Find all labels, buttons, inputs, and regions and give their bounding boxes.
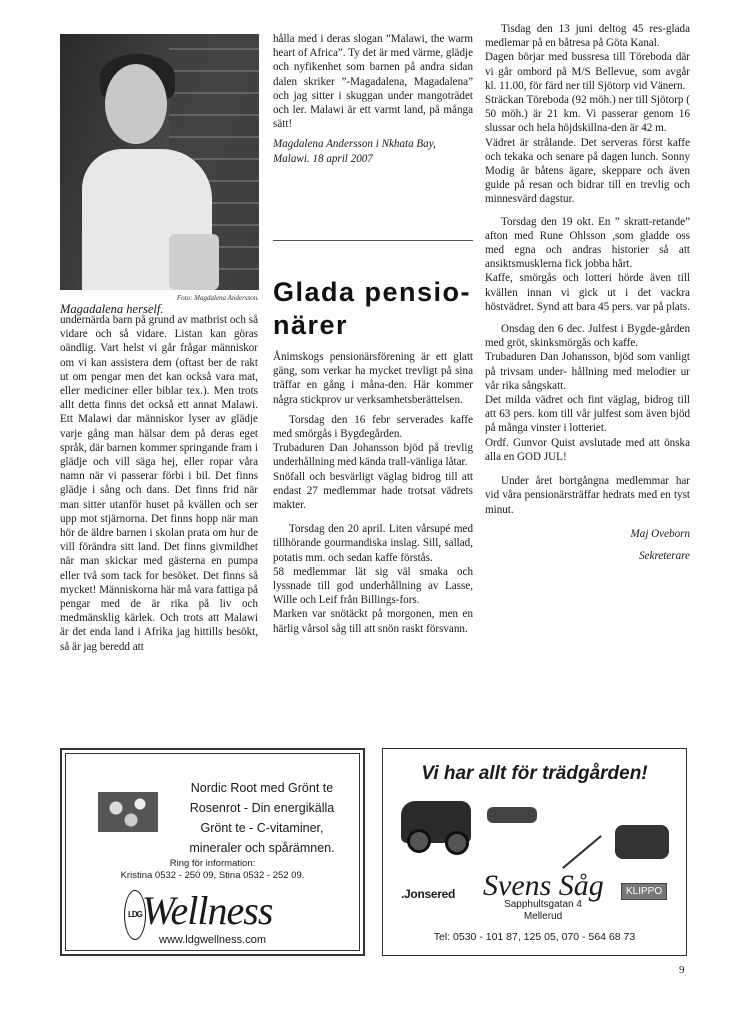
photo-credit: Foto: Magdalena Andersson. bbox=[176, 294, 259, 302]
article2-paragraph: Torsdag den 20 april. Liten vårsupé med tillhörande gourmandiska inslag. Sill, sallad, potatis mm. och sedan kaffe förstås. bbox=[273, 523, 473, 564]
shop-address bbox=[493, 899, 593, 923]
article1-column2 bbox=[273, 32, 473, 166]
ad-wellness-lines bbox=[172, 778, 352, 858]
figure-head bbox=[105, 64, 167, 144]
article2-intro: Ånimskogs pensionärsförening är ett glatt gäng, som verkar ha mycket trevligt på sina träffar en gång i måna-den. Här kommer några stickprov ur verksamhetsberättelsen. bbox=[273, 351, 473, 406]
portrait-photo bbox=[60, 34, 259, 290]
article2-paragraph: Det milda vädret och fint väglag, bidrog till att 63 pers. kom till vår julfest som även bjöd på många vinster i lotteriet. bbox=[485, 394, 690, 435]
article2-paragraph: 58 medlemmar lät sig väl smaka och lyssnade till god underhållning av Lasse, Wille och Leif från Billings-fors. bbox=[273, 565, 473, 607]
wellness-logo bbox=[124, 890, 272, 940]
article2-paragraph: Snöfall och besvärligt väglag bidrog till att endast 27 medlemmar hade trotsat vädrets makter. bbox=[273, 470, 473, 512]
figure-bag bbox=[169, 234, 219, 290]
wheel-icon bbox=[445, 831, 469, 855]
article2-paragraph: Kaffe, smörgås och lotteri hörde även till kvällen innan vi gick ut i det vackra höstvädret. Synd att bara 45 pers. var på plats. bbox=[485, 272, 690, 313]
flower-photo bbox=[98, 792, 158, 832]
trimmer-icon bbox=[562, 835, 602, 869]
wellness-url[interactable]: www.ldgwellness.com bbox=[159, 934, 266, 946]
article2-paragraph: Sträckan Töreboda (92 möh.) ner till Sjötorp ( 50 möh.) är 21 km. Vi passerar genom 16 slussar och hela höjdskillna-den är 42 m. bbox=[485, 94, 690, 135]
photo-caption: Magadalena herself. bbox=[60, 302, 164, 316]
address-line2: Mellerud bbox=[523, 911, 563, 922]
shop-name: Svens Såg bbox=[483, 869, 604, 902]
article2-author-title: Sekreterare bbox=[639, 549, 690, 562]
wellness-logo-text: Wellness bbox=[141, 888, 273, 934]
ad-wellness-line: Rosenrot - Din energikälla bbox=[189, 801, 335, 815]
lawnmower-icon bbox=[615, 825, 669, 859]
ad-svens-sag bbox=[382, 748, 687, 956]
chainsaw-icon bbox=[487, 807, 537, 823]
article2-author: Maj Oveborn bbox=[630, 527, 690, 540]
article1-body-part1: undernärda barn på grund av matbrist och så vidare och så vidare. Listan kan göras oändlig. Vart helst vi går frågar människor om vi kan assistera dem (oftast ber de rakt ut om pengar men det kan också vara mat, eller mediciner eller biblar tex.). Men trots allt detta finns det också ett annat Malawi. Ett Malawi dar människor lyser av glädje varje gång man hälsar dem på deras eget språk, där barnen kommer springande fram i glädje och vill säga hej, eller ropar våra namn när vi passerar förbi i bil. Det finns glädje i sång och dans. Det finns frid när man sitter utanför huset på kvällen och ser upp mot stjärnorna. Det finns hopp när man hör de äldre barnen i skolan prata om hur de vill förändra sitt land. Det finns givmildhet när man skickar med gästerna en pumpa eller två som tack for besöket. Det finns så mycket! Människorna här må vara fattiga på pengar med de är rika på liv och medmänsklig kärlek. Och trots att Malawi är det enda land i Afrika jag hittills besökt, så är jag beredd att bbox=[60, 314, 258, 653]
shop-phone: Tel: 0530 - 101 87, 125 05, 070 - 564 68 73 bbox=[433, 931, 636, 943]
article2-column1 bbox=[273, 350, 473, 636]
article2-paragraph: Trubaduren Dan Johansson, bjöd som vanligt på trivsam under- hållning med melodier ur vår rika sångskatt. bbox=[485, 351, 690, 392]
brand-jonsered: .Jonsered bbox=[401, 887, 455, 901]
ad-wellness-contact bbox=[62, 858, 363, 882]
article2-paragraph: Torsdag den 16 febr serverades kaffe med smörgås i Bygdegården. bbox=[273, 413, 473, 441]
article1-signature: Magdalena Andersson i Nkhata Bay, Malawi. 18 april 2007 bbox=[273, 138, 436, 165]
article2-headline: Glada pensio-närer bbox=[273, 277, 472, 340]
ad-ldg-wellness bbox=[60, 748, 365, 956]
brand-klippo: KLIPPO bbox=[621, 883, 667, 900]
ad-wellness-line: Nordic Root med Grönt te bbox=[190, 781, 334, 795]
article2-paragraph: Trubaduren Dan Johansson bjöd på trevlig underhållning med kända trall-vänliga låtar. bbox=[273, 442, 473, 469]
article2-paragraph: Onsdag den 6 dec. Julfest i Bygde-gården med gröt, skinksmörgås och kaffe. bbox=[485, 323, 690, 350]
wheel-icon bbox=[407, 829, 431, 853]
page-number: 9 bbox=[679, 964, 685, 976]
article1-body-part2: hålla med i deras slogan ”Malawi, the warm heart of Africa”. Ty det är med värme, glädje och nyfikenhet som barnen på andra sidan dalen skriker ”-Magadalena, Magadalena” och jag sitter i skuggan under mangoträdet och ler. Malawi är ett varmt land, på många sätt! bbox=[273, 33, 473, 131]
ring-numbers: Kristina 0532 - 250 09, Stina 0532 - 252 09. bbox=[120, 870, 305, 881]
article2-paragraph: Vädret är strålande. Det serveras först kaffe och tekaka och senare på dagen lunch. Sonny Modig är båtens ägare, skeppare och även guide på resan och bidrar till en trevlig och minnesvärd dagstur. bbox=[485, 136, 690, 206]
ring-label: Ring för information: bbox=[169, 858, 256, 869]
ldg-badge: LDG bbox=[124, 890, 146, 940]
article1-column1 bbox=[60, 313, 258, 654]
address-line1: Sapphultsgatan 4 bbox=[504, 899, 582, 910]
article2-paragraph: Torsdag den 19 okt. En ” skratt-retande” afton med Rune Ohlsson ,som gladde oss med egna och andras historier så att ansiktsmusklerna fick jobba hårt. bbox=[485, 215, 690, 271]
article2-paragraph: Under året bortgångna medlemmar har vid våra pensionärsträffar hedrats med en tyst minut. bbox=[485, 475, 690, 516]
ad-wellness-line: mineraler och spårämnen. bbox=[189, 841, 335, 855]
article2-paragraph: Marken var snötäckt på morgonen, men en härlig vårsol såg till att snön raskt försvann. bbox=[273, 608, 473, 635]
ad-wellness-line: Grönt te - C-vitaminer, bbox=[200, 821, 324, 835]
article2-paragraph: Dagen börjar med bussresa till Töreboda där vi går ombord på M/S Bellevue, som avgår kl. 11.00, för färd ner till Sjötorp vid Vänern. bbox=[485, 51, 690, 92]
article-divider bbox=[273, 240, 473, 241]
article2-paragraph: Ordf. Gunvor Quist avslutade med att önska alla en GOD JUL! bbox=[485, 436, 690, 463]
article2-paragraph: Tisdag den 13 juni deltog 45 res-glada medlemar på en båtresa på Göta Kanal. bbox=[485, 23, 690, 50]
ad-svens-title: Vi har allt för trädgården! bbox=[421, 763, 648, 784]
article2-column2 bbox=[485, 22, 690, 563]
